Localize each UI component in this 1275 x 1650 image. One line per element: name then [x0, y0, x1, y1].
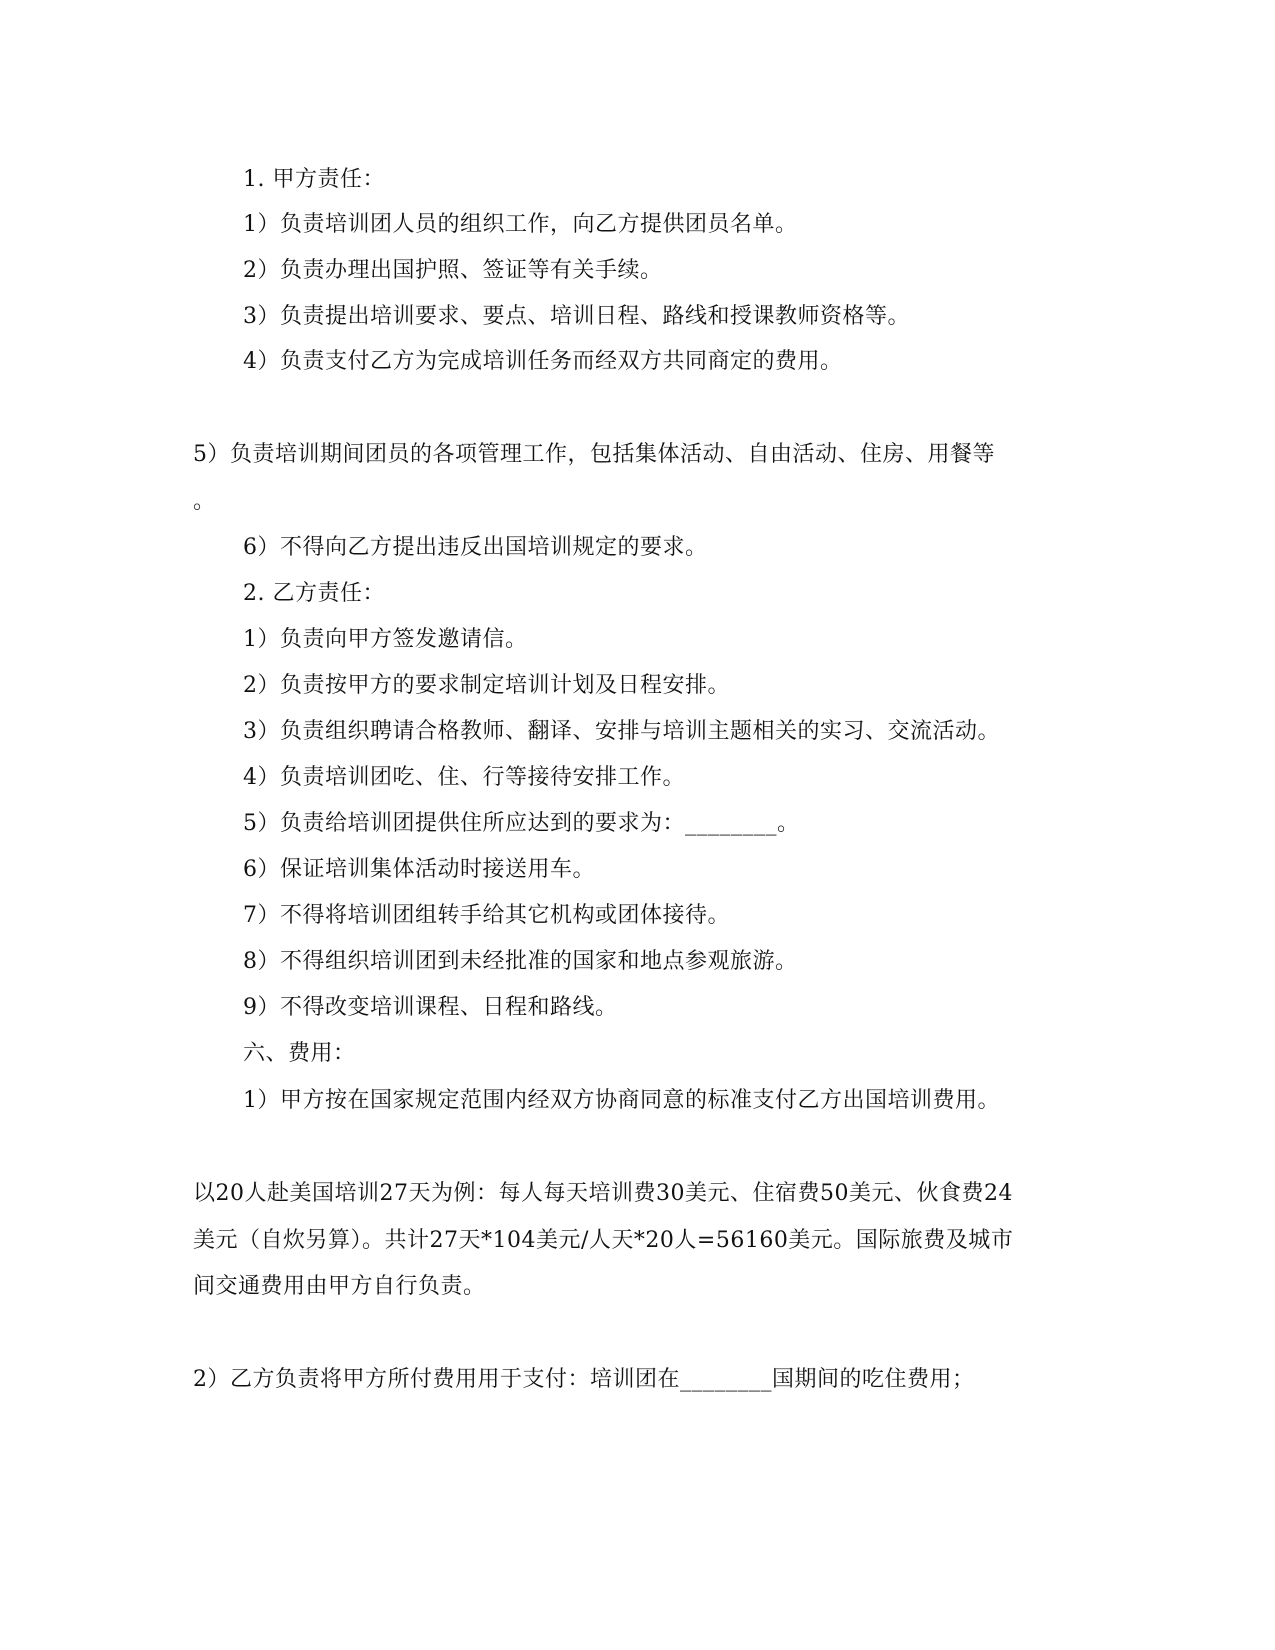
party-a-item-4: 4）负责支付乙方为完成培训任务而经双方共同商定的费用。	[243, 349, 843, 374]
party-b-item-7: 7）不得将培训团组转手给其它机构或团体接待。	[243, 903, 730, 928]
party-a-item-6: 6）不得向乙方提出违反出国培训规定的要求。	[243, 535, 708, 560]
party-b-item-6: 6）保证培训集体活动时接送用车。	[243, 857, 595, 882]
party-a-item-3: 3）负责提出培训要求、要点、培训日程、路线和授课教师资格等。	[243, 304, 910, 329]
fees-item-1: 1）甲方按在国家规定范围内经双方协商同意的标准支付乙方出国培训费用。	[243, 1088, 1000, 1113]
section-party-a-heading: 1. 甲方责任：	[243, 167, 385, 192]
party-a-item-1: 1）负责培训团人员的组织工作，向乙方提供团员名单。	[243, 212, 798, 237]
party-a-item-5-continuation: 。	[193, 489, 216, 514]
party-b-item-5: 5）负责给培训团提供住所应达到的要求为：________。	[243, 811, 800, 836]
fees-example-line-2: 美元（自炊另算）。共计27天*104美元/人天*20人=56160美元。国际旅费及城市	[193, 1228, 1014, 1253]
party-b-item-1: 1）负责向甲方签发邀请信。	[243, 627, 528, 652]
party-a-item-2: 2）负责办理出国护照、签证等有关手续。	[243, 258, 663, 283]
party-a-item-5: 5）负责培训期间团员的各项管理工作，包括集体活动、自由活动、住房、用餐等	[193, 442, 995, 467]
party-b-item-2: 2）负责按甲方的要求制定培训计划及日程安排。	[243, 673, 730, 698]
party-b-item-8: 8）不得组织培训团到未经批准的国家和地点参观旅游。	[243, 949, 798, 974]
fees-example-line-3: 间交通费用由甲方自行负责。	[193, 1274, 486, 1299]
fees-item-2: 2）乙方负责将甲方所付费用用于支付：培训团在________国期间的吃住费用；	[193, 1367, 975, 1392]
section-party-b-heading: 2. 乙方责任：	[243, 581, 385, 606]
party-b-item-9: 9）不得改变培训课程、日程和路线。	[243, 995, 618, 1020]
party-b-item-4: 4）负责培训团吃、住、行等接待安排工作。	[243, 765, 685, 790]
section-fees-heading: 六、费用：	[243, 1041, 356, 1066]
fees-example-line-1: 以20人赴美国培训27天为例：每人每天培训费30美元、住宿费50美元、伙食费24	[193, 1181, 1013, 1206]
party-b-item-3: 3）负责组织聘请合格教师、翻译、安排与培训主题相关的实习、交流活动。	[243, 719, 1000, 744]
